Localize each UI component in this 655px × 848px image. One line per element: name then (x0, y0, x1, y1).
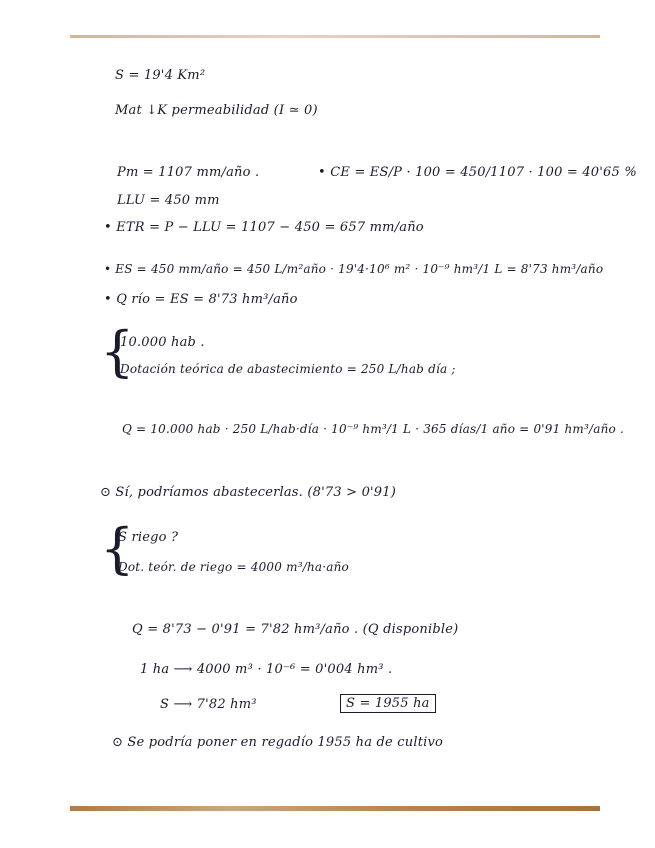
surface-conversion-line: S ⟶ 7'82 hm³ (160, 697, 257, 712)
left-brace-2: { (100, 517, 135, 580)
surface-result-box: S = 1955 ha (340, 694, 436, 713)
permeability-line: Mat ↓K permeabilidad (I ≃ 0) (115, 103, 318, 118)
irrigation-allocation-line: Dot. teór. de riego = 4000 m³/ha·año (118, 560, 349, 574)
runoff-line: • ES = 450 mm/año = 450 L/m²año · 19'4·10⁶ m² · 10⁻⁹ hm³/1 L = 8'73 hm³/año (104, 262, 604, 276)
precipitation-line: Pm = 1107 mm/año . (117, 165, 260, 180)
supply-conclusion-line: ⊙ Sí, podríamos abastecerlas. (8'73 > 0'91) (100, 485, 397, 500)
river-flow-line: • Q río = ES = 8'73 hm³/año (104, 292, 298, 307)
rainfall-line: LLU = 450 mm (117, 193, 220, 208)
irrigation-question-line: S riego ? (118, 530, 179, 545)
page-top-edge (70, 35, 600, 38)
page-bottom-edge (70, 806, 600, 811)
inhabitants-line: 10.000 hab . (120, 335, 205, 350)
supply-flow-line: Q = 10.000 hab · 250 L/hab·día · 10⁻⁹ hm³/1 L · 365 días/1 año = 0'91 hm³/año . (122, 422, 624, 436)
hectare-conversion-line: 1 ha ⟶ 4000 m³ · 10⁻⁶ = 0'004 hm³ . (140, 662, 393, 677)
left-brace: { (100, 320, 135, 383)
irrigation-conclusion-line: ⊙ Se podría poner en regadío 1955 ha de cultivo (112, 735, 444, 750)
runoff-coefficient-line: • CE = ES/P · 100 = 450/1107 · 100 = 40'65 % (318, 165, 637, 180)
available-flow-line: Q = 8'73 − 0'91 = 7'82 hm³/año . (Q disponible) (132, 622, 459, 637)
etr-line: • ETR = P − LLU = 1107 − 450 = 657 mm/año (104, 220, 424, 235)
surface-line: S = 19'4 Km² (115, 68, 206, 83)
supply-allocation-line: Dotación teórica de abastecimiento = 250 L/hab día ; (120, 362, 456, 376)
